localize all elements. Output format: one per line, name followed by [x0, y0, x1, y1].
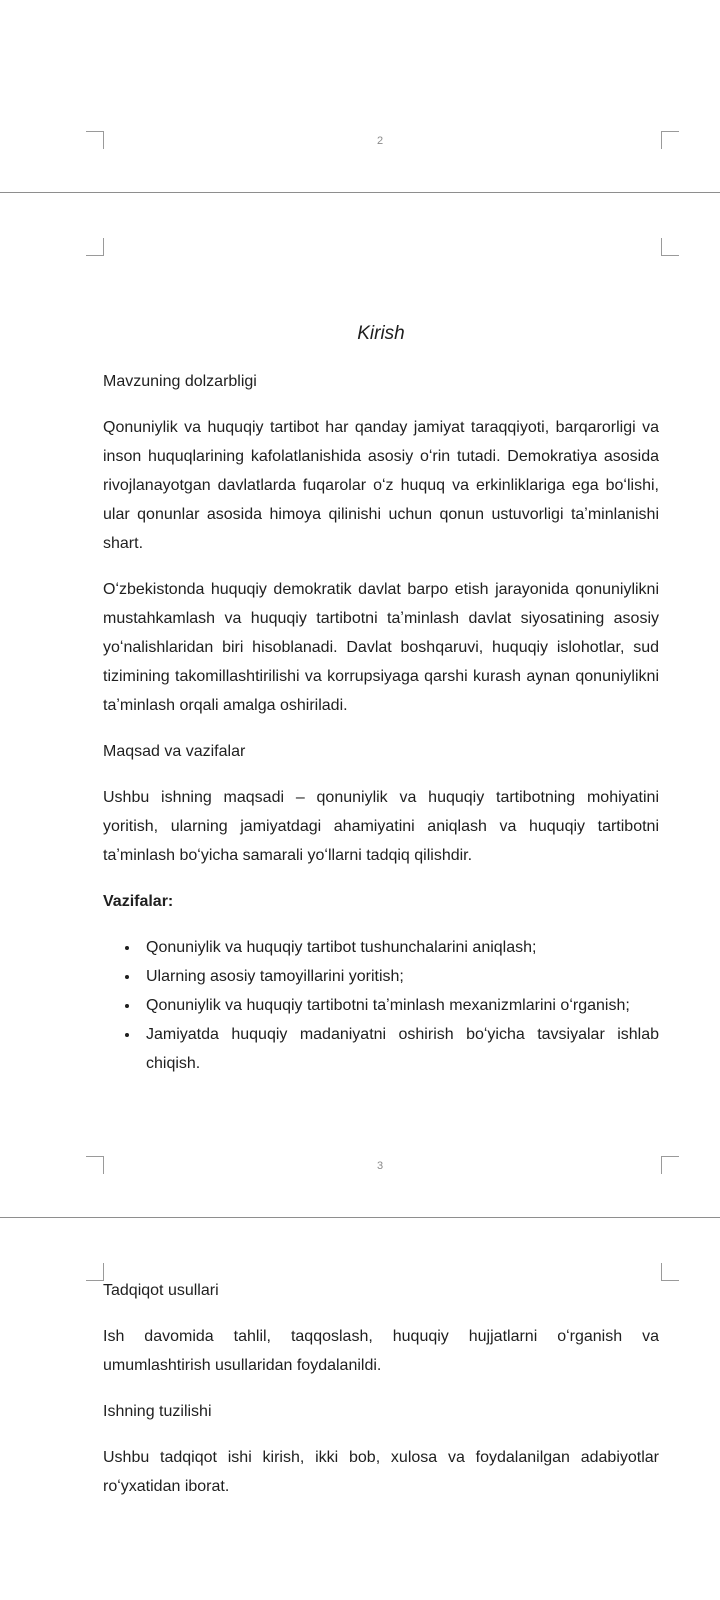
list-item: Ularning asosiy tamoyillarini yoritish;: [103, 962, 659, 991]
list-item: Qonuniylik va huquqiy tartibotni taʼminlash mexanizmlarini oʻrganish;: [103, 991, 659, 1020]
subheading-structure: Ishning tuzilishi: [103, 1403, 212, 1420]
subheading-relevance: Mavzuning dolzarbligi: [103, 373, 257, 390]
list-item: Qonuniylik va huquqiy tartibot tushunchalarini aniqlash;: [103, 933, 659, 962]
page-separator: [0, 192, 720, 193]
paragraph: Qonuniylik va huquqiy tartibot har qanday jamiyat taraqqiyoti, barqarorligi va inson huquqlarining kafolatlanishida asosiy oʻrin tutadi. Demokratiya asosida rivojlanayotgan davlatlarda fuqarolar oʻz huquq va erkinliklariga ega boʻlishi, ular qonunlar asosida himoya qilinishi uchun qonun ustuvorligi taʼminlanishi shart.: [103, 419, 659, 552]
page-separator: [0, 1217, 720, 1218]
page-body: [103, 367, 659, 1078]
subheading-goal: Maqsad va vazifalar: [103, 743, 246, 760]
page-corner-mark: [86, 1263, 104, 1281]
page-body: [103, 1276, 659, 1501]
page-corner-mark: [661, 238, 679, 256]
section-title: Kirish: [357, 323, 405, 344]
page-corner-mark: [86, 238, 104, 256]
subheading-methods: Tadqiqot usullari: [103, 1282, 219, 1299]
task-list: [103, 933, 659, 1078]
subheading-tasks: Vazifalar:: [103, 893, 174, 910]
paragraph: Ushbu ishning maqsadi – qonuniylik va huquqiy tartibotning mohiyatini yoritish, ularning jamiyatdagi ahamiyatini aniqlash va huquqiy tartibotni taʼminlash boʻyicha samarali yoʻllarni tadqiq qilishdir.: [103, 789, 659, 864]
page-number: 3: [376, 1160, 384, 1172]
page-corner-mark: [661, 1263, 679, 1281]
page-number: 2: [376, 135, 384, 147]
paragraph: Ushbu tadqiqot ishi kirish, ikki bob, xulosa va foydalanilgan adabiyotlar roʻyxatidan iborat.: [103, 1449, 659, 1495]
paragraph: Ish davomida tahlil, taqqoslash, huquqiy hujjatlarni oʻrganish va umumlashtirish usullaridan foydalanildi.: [103, 1328, 659, 1374]
list-item: Jamiyatda huquqiy madaniyatni oshirish boʻyicha tavsiyalar ishlab chiqish.: [103, 1020, 659, 1078]
paragraph: Oʻzbekistonda huquqiy demokratik davlat barpo etish jarayonida qonuniylikni mustahkamlash va huquqiy tartibotni taʼminlash davlat siyosatining asosiy yoʻnalishlaridan biri hisoblanadi. Davlat boshqaruvi, huquqiy islohotlar, sud tizimining takomillashtirilishi va korrupsiyaga qarshi kurash aynan qonuniylikni taʼminlash orqali amalga oshiriladi.: [103, 581, 659, 714]
